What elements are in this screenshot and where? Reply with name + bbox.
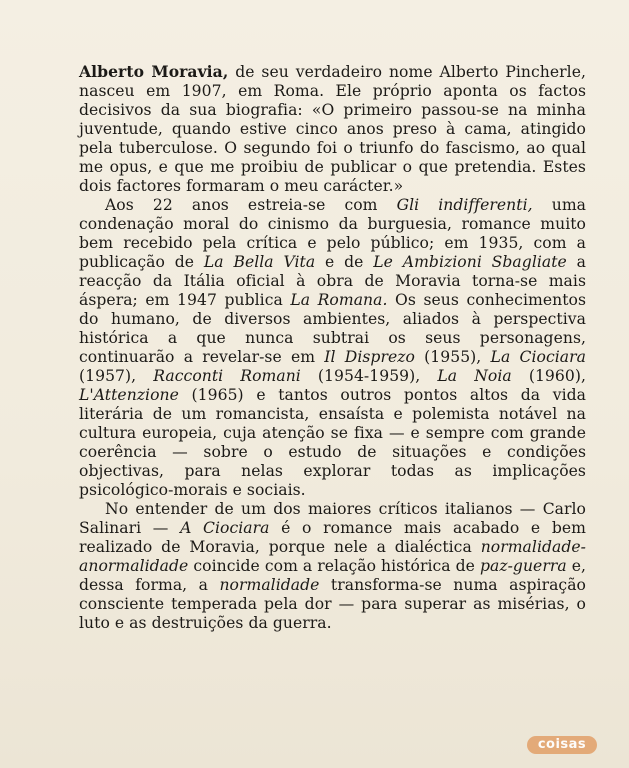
book-title: A Ciociara — [180, 519, 270, 537]
author-name: Alberto Moravia, — [79, 62, 229, 81]
book-title: Gli indifferenti, — [396, 196, 533, 214]
emphasis: normalidade-anormalidade — [79, 538, 586, 575]
text-run: é o romance mais acabado e bem realizado de Moravia, porque nele a dialéctica — [79, 519, 586, 556]
text-run: Os seus conhecimentos do humano, de diversos ambientes, aliados à perspectiva histórica a que nunca subtrai os seus personagens, continuarão a revelar-se em — [79, 291, 586, 366]
text-run: transforma-se numa aspiração consciente temperada pela dor — para superar as misérias, o luto e as destruições da guerra. — [79, 576, 586, 632]
emphasis: paz-guerra — [479, 557, 567, 575]
book-title: Il Disprezo — [324, 348, 415, 366]
text-run: (1960), — [511, 367, 586, 385]
watermark-logo: coisas — [527, 736, 597, 754]
text-run: coincide com a relação histórica de — [188, 557, 480, 575]
text-run: (1954-1959), — [300, 367, 438, 385]
paragraph-biography — [79, 62, 586, 196]
body-text — [79, 62, 586, 633]
book-title: La Ciociara — [490, 348, 586, 366]
text-run: Aos 22 anos estreia-se com — [105, 196, 397, 214]
book-title: L'Attenzione — [79, 386, 179, 404]
book-title: La Romana. — [290, 291, 388, 309]
book-title: La Noia — [437, 367, 512, 385]
text-run: (1955), — [414, 348, 491, 366]
text-run: uma condenação moral do cinismo da burguesia, romance muito bem recebido pela crítica e pelo público; em 1935, com a publicação de — [79, 196, 586, 271]
text-run: (1965) e tantos outros pontos altos da vida literária de um romancista, ensaísta e polemista notável na cultura europeia, cuja atenção se fixa — e sempre com grande coerência — sobre o estudo de situações e condições objectivas, para nelas explorar todas as implicações psicológico-morais e sociais. — [79, 386, 586, 499]
text-run: a reacção da Itália oficial à obra de Moravia torna-se mais áspera; em 1947 publica — [79, 253, 587, 309]
text-run: e de — [315, 253, 374, 271]
text-run: de seu verdadeiro nome Alberto Pincherle, nasceu em 1907, em Roma. Ele próprio aponta os factos decisivos da sua biografia: «O primeiro passou-se na minha juventude, quando estive cinco anos preso à cama, atingido pela tuberculose. O segundo foi o triunfo do fascismo, ao qual me opus, e que me proibiu de publicar o que pretendia. Estes dois factores formaram o meu carácter.» — [79, 63, 586, 195]
paragraph-works — [79, 196, 586, 500]
paragraph-critique — [79, 500, 586, 633]
book-title: Le Ambizioni Sbagliate — [373, 253, 567, 271]
text-run: (1957), — [79, 367, 154, 385]
text-run: No entender de um dos maiores críticos italianos — Carlo Salinari — — [79, 500, 586, 537]
text-run: e, dessa forma, a — [79, 557, 586, 594]
book-title: La Bella Vita — [203, 253, 316, 271]
book-title: Racconti Romani — [153, 367, 301, 385]
emphasis: normalidade — [219, 576, 320, 594]
